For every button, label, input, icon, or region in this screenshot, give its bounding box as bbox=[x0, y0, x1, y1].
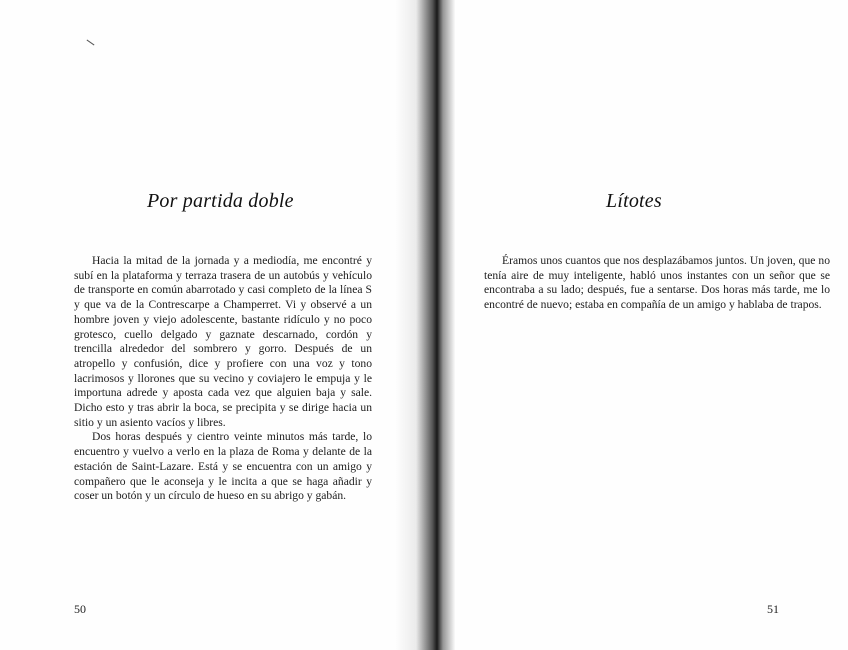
left-paragraph-1: Hacia la mitad de la jornada y a mediodía, me encontré y subí en la plataforma y terraza trasera de un autobús y vehículo de transporte en común abarrotado y casi completo de la línea S y que va de la Contrescarpe a Champerret. Vi y observé a un hombre joven y viejo adolescente, bastante ridículo y no poco grotesco, cuello delgado y gaznate descarnado, cordón y trencilla alrededor del sombrero y gorro. Después de un atropello y confusión, dice y profiere con una voz y tono lacrimosos y llorones que su vecino y coviajero le empuja y le importuna adrede y aposta cada vez que alguien baja y sale. Dicho esto y tras abrir la boca, se precipita y se dirige hacia un sitio y un asiento vacíos y libres. bbox=[74, 254, 372, 429]
right-page-number: 51 bbox=[767, 602, 779, 616]
left-page-title: Por partida doble bbox=[147, 190, 294, 212]
left-page-body bbox=[74, 254, 372, 504]
right-page bbox=[440, 0, 848, 650]
left-page-number: 50 bbox=[74, 602, 86, 616]
right-paragraph-1: Éramos unos cuantos que nos desplazábamos juntos. Un joven, que no tenía aire de muy inteligente, habló unos instantes con un señor que se encontraba a su lado; después, fue a sentarse. Dos horas más tarde, me lo encontré de nuevo; estaba en compañía de un amigo y hablaba de trapos. bbox=[484, 254, 830, 312]
pencil-mark bbox=[87, 40, 95, 46]
left-paragraph-2: Dos horas después y cientro veinte minutos más tarde, lo encuentro y vuelvo a verlo en la plaza de Roma y delante de la estación de Saint-Lazare. Está y se encuentra con un amigo y compañero que le aconseja y le incita a que se haga añadir y coser un botón y un círculo de hueso en su abrigo y gabán. bbox=[74, 430, 372, 503]
right-page-body bbox=[484, 254, 830, 313]
right-page-title: Lítotes bbox=[606, 190, 662, 212]
